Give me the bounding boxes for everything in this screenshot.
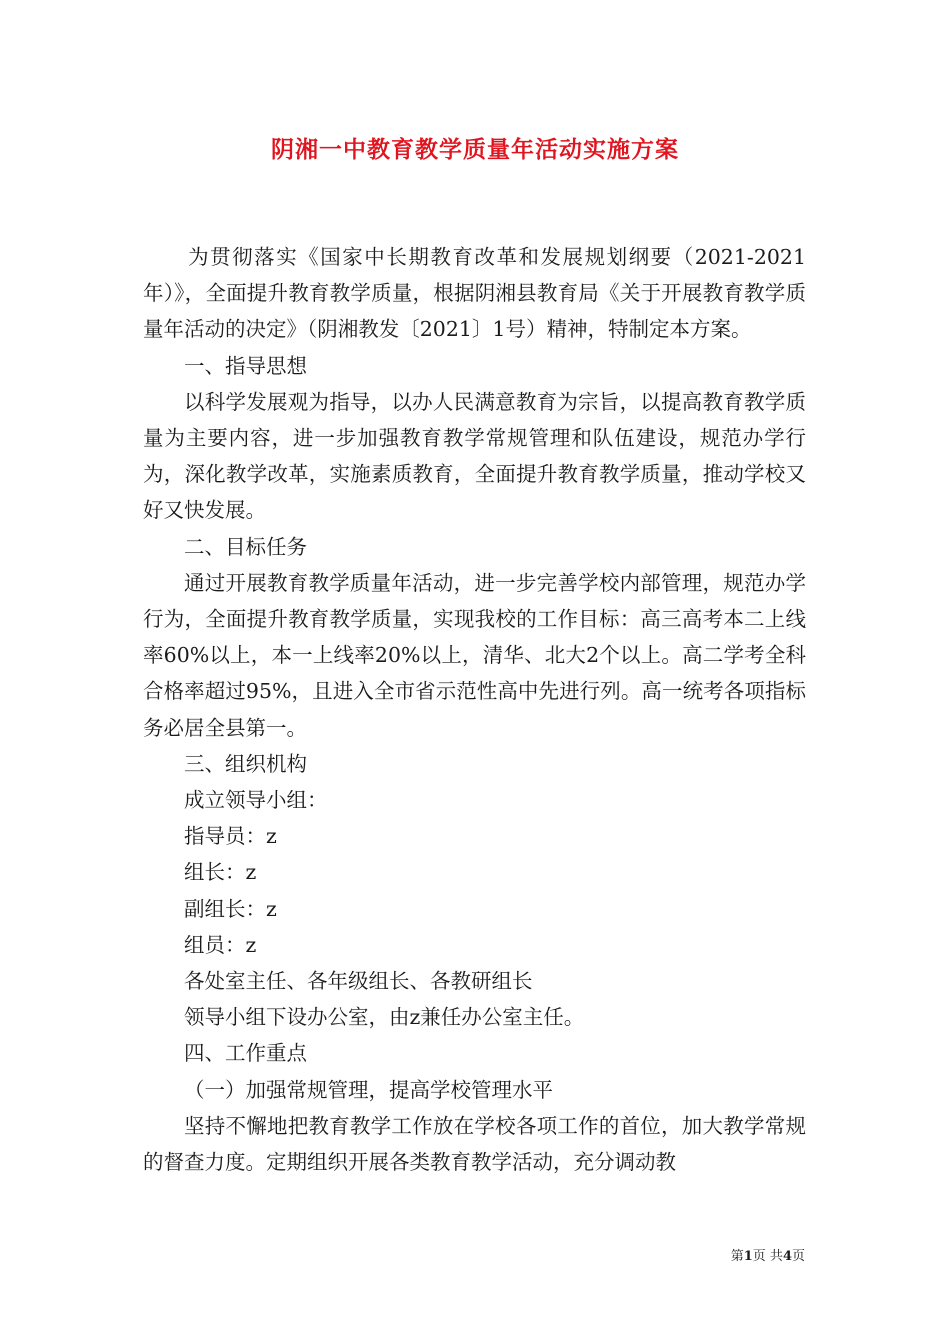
routine-management-paragraph: 坚持不懈地把教育教学工作放在学校各项工作的首位，加大教学常规的督查力度。定期组织开展各类教育教学活动，充分调动教 xyxy=(143,1113,806,1175)
section-heading-work-focus: 四、工作重点 xyxy=(184,1041,307,1066)
office-line: 领导小组下设办公室，由z兼任办公室主任。 xyxy=(184,1005,585,1030)
guiding-ideology-paragraph: 以科学发展观为指导，以办人民满意教育为宗旨，以提高教育教学质量为主要内容，进一步加强教育教学常规管理和队伍建设，规范办学行为，深化教学改革，实施素质教育，全面提升教育教学质量，推动学校又好又快发展。 xyxy=(143,389,806,523)
section-heading-guiding-ideology: 一、指导思想 xyxy=(184,353,307,378)
deputy-leader-line: 副组长：z xyxy=(184,896,277,921)
page-footer xyxy=(731,1248,805,1266)
instructor-line: 指导员：z xyxy=(184,824,277,849)
document-body xyxy=(143,239,806,1180)
footer-current-page: 1 xyxy=(743,1249,753,1264)
intro-paragraph: 为贯彻落实《国家中长期教育改革和发展规划纲要（2021-2021年）》，全面提升教育教学质量，根据阴湘县教育局《关于开展教育教学质量年活动的决定》（阴湘教发〔2021〕1号）精神，特制定本方案。 xyxy=(143,245,806,342)
footer-suffix: 页 xyxy=(791,1249,805,1264)
footer-total-pages: 4 xyxy=(782,1249,792,1264)
section-heading-goals: 二、目标任务 xyxy=(184,534,307,559)
footer-prefix: 第 xyxy=(730,1249,744,1264)
section-heading-organization: 三、组织机构 xyxy=(184,751,307,776)
group-leader-line: 组长：z xyxy=(184,860,257,885)
leadership-group-line: 成立领导小组： xyxy=(184,788,328,813)
goals-paragraph: 通过开展教育教学质量年活动，进一步完善学校内部管理，规范办学行为，全面提升教育教学质量，实现我校的工作目标：高三高考本二上线率60%以上，本一上线率20%以上，清华、北大2个以上。高二学考全科合格率超过95%，且进入全市省示范性高中先进行列。高一统考各项指标务必居全县第一。 xyxy=(143,570,806,740)
document-title: 阴湘一中教育教学质量年活动实施方案 xyxy=(271,136,679,163)
subsection-heading-routine-management: （一）加强常规管理，提高学校管理水平 xyxy=(184,1077,553,1102)
footer-middle: 页 共 xyxy=(752,1249,783,1264)
members-detail-line: 各处室主任、各年级组长、各教研组长 xyxy=(184,969,533,994)
members-line: 组员：z xyxy=(184,932,257,957)
